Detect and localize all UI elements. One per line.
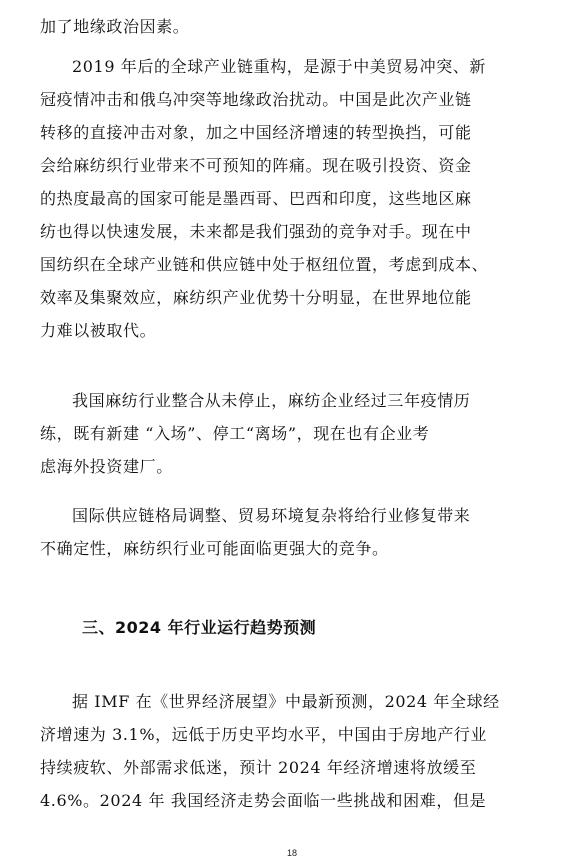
text-line: 国纺织在全球产业链和供应链中处于枢纽位置，考虑到成本、 [40, 255, 489, 274]
text-line: 2019 年后的全球产业链重构，是源于中美贸易冲突、新 [72, 57, 487, 76]
section-heading: 三、2024 年行业运行趋势预测 [82, 618, 317, 637]
paragraph-international-supply-chain [40, 499, 546, 565]
text-line: 我国麻纺行业整合从未停止，麻纺企业经过三年疫情历 [72, 391, 471, 410]
paragraph-imf-forecast [40, 685, 546, 817]
text-line: 加了地缘政治因素。 [40, 17, 190, 36]
text-line: 4.6%。2024 年 我国经济走势会面临一些挑战和困难，但是 [40, 791, 487, 810]
text-line: 转移的直接冲击对象，加之中国经济增速的转型换挡，可能 [40, 123, 472, 142]
text-line: 济增速为 3.1%，远低于历史平均水平，中国由于房地产行业 [40, 725, 488, 744]
text-line: 据 IMF 在《世界经济展望》中最新预测，2024 年全球经 [72, 692, 500, 711]
text-line: 纺也得以快速发展，未来都是我们强劲的竞争对手。现在中 [40, 222, 472, 241]
text-line: 持续疲软、外部需求低迷，预计 2024 年经济增速将放缓至 [40, 758, 477, 777]
text-line: 力难以被取代。 [40, 321, 157, 340]
paragraph-supply-chain-restructuring [40, 50, 546, 347]
text-line: 效率及集聚效应，麻纺织产业优势十分明显，在世界地位能 [40, 288, 472, 307]
paragraph-industry-integration [40, 384, 546, 483]
text-line: 会给麻纺织行业带来不可预知的阵痛。现在吸引投资、资金 [40, 156, 472, 175]
text-line: 的热度最高的国家可能是墨西哥、巴西和印度，这些地区麻 [40, 189, 472, 208]
text-line: 国际供应链格局调整、贸易环境复杂将给行业修复带来 [72, 506, 471, 525]
text-line: 冠疫情冲击和俄乌冲突等地缘政治扰动。中国是此次产业链 [40, 90, 472, 109]
text-line: 练，既有新建 “入场”、停工“离场”，现在也有企业考 [40, 424, 430, 443]
page-number: 18 [286, 848, 297, 858]
text-line: 虑海外投资建厂。 [40, 457, 173, 476]
paragraph-intro-fragment [40, 10, 546, 43]
text-line: 不确定性，麻纺织行业可能面临更强大的竞争。 [40, 539, 389, 558]
